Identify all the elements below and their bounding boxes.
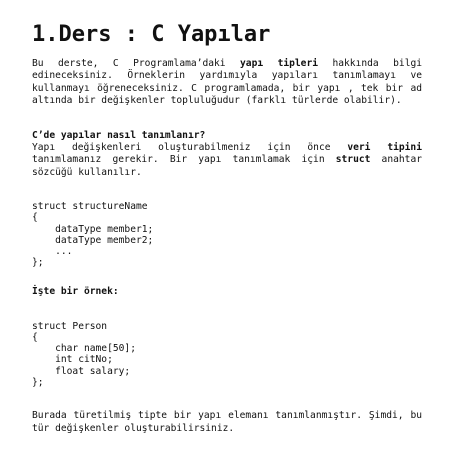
intro-text-2: hakkında bilgi edineceksiniz. Örneklerin yardımıyla yapıları tanımlamayı ve kullanmayı öğreneceksiniz. C programlamada, bir yapı , tek bir ad altında bir değişkenler topluluğudur (farklı türlerde olabilir).	[32, 58, 423, 107]
page-title: 1.Ders : C Yapılar	[32, 22, 271, 47]
spacer	[32, 268, 422, 286]
closing-paragraph: Burada türetilmiş tipte bir yapı elemanı tanımlanmıştır. Şimdi, bu tür değişkenler oluşturabilirsiniz.	[32, 410, 422, 434]
intro-text-1: Bu derste, C Programlama’daki	[32, 58, 241, 69]
spacer	[32, 388, 422, 410]
section-heading-define: C’de yapılar nasıl tanımlanır?	[32, 129, 206, 141]
define-bold-data-type: veri tipini	[347, 142, 422, 154]
code-block-struct-syntax: struct structureName { dataType member1; dataType member2; ... };	[32, 201, 154, 269]
document-page	[32, 22, 422, 435]
define-text-2: tanımlamanız gerekir. Bir yapı tanımlamak için	[32, 154, 336, 166]
section-paragraph-define	[32, 142, 422, 179]
define-text-3: anahtar sözcüğü kullanılır.	[32, 154, 422, 178]
spacer	[32, 108, 422, 130]
code-block-person-example: struct Person { char name[50]; int citNo; float salary; };	[32, 320, 136, 388]
spacer	[32, 299, 422, 321]
define-bold-struct-keyword: struct	[335, 154, 371, 166]
define-text-1: Yapı değişkenleri oluşturabilmeniz için önce	[32, 142, 348, 154]
intro-bold-struct-types: yapı tipleri	[240, 58, 319, 69]
intro-paragraph	[32, 58, 422, 108]
example-heading: İşte bir örnek:	[32, 286, 119, 298]
spacer	[32, 179, 422, 201]
